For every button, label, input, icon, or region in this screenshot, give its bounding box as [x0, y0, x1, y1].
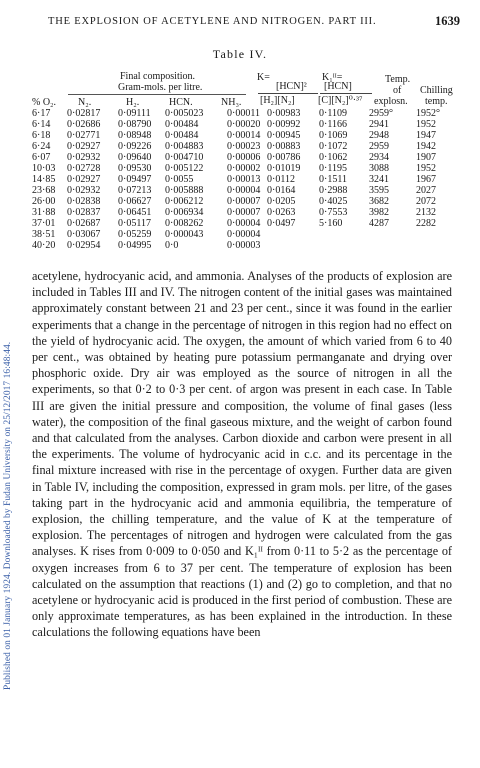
table-cell: 0·0164 [267, 185, 296, 196]
table-cell: 0·07213 [118, 185, 152, 196]
table-cell: 2072 [416, 196, 436, 207]
k1-label: K₁ᴵᴵ= [322, 72, 343, 83]
table-cell: 0·00786 [267, 152, 301, 163]
table-cell: 0·01019 [267, 163, 301, 174]
table-cell: 40·20 [32, 240, 56, 251]
running-title: THE EXPLOSION OF ACETYLENE AND NITROGEN. PART III. [48, 16, 377, 27]
table-cell: 0·00003 [227, 240, 261, 251]
table-cell: 0·1109 [319, 108, 347, 119]
page-number: 1639 [435, 14, 460, 28]
table-cell: 3088 [369, 163, 389, 174]
table-cell: 2132 [416, 207, 436, 218]
table-row [32, 218, 450, 229]
table-cell: 0·006212 [165, 196, 204, 207]
chilling-header-line1: Chilling [420, 85, 453, 96]
table-cell: 0·0497 [267, 218, 296, 229]
table-cell: 0·1511 [319, 174, 347, 185]
table-row [32, 152, 450, 163]
table-cell: 2282 [416, 218, 436, 229]
table-row [32, 174, 450, 185]
column-header-h2: H₂. [126, 97, 140, 108]
table-cell: 6·24 [32, 141, 51, 152]
table-cell: 2959 [369, 141, 389, 152]
table-cell: 0·2988 [319, 185, 348, 196]
table-cell: 0·005122 [165, 163, 204, 174]
table-cell: 0·00945 [267, 130, 301, 141]
k-numerator: [HCN]² [276, 81, 307, 92]
table-cell: 0·09640 [118, 152, 152, 163]
table-cell: 0·0205 [267, 196, 296, 207]
table-cell: 2934 [369, 152, 389, 163]
table-cell: 38·51 [32, 229, 56, 240]
table-cell: 1952° [416, 108, 440, 119]
table-cell: 1907 [416, 152, 436, 163]
table-cell: 1952 [416, 119, 436, 130]
table-cell: 3982 [369, 207, 389, 218]
table-cell: 0·02837 [67, 207, 101, 218]
table-cell: 0·004710 [165, 152, 204, 163]
table-cell: 6·18 [32, 130, 51, 141]
table-cell: 1967 [416, 174, 436, 185]
table-cell: 0·02927 [67, 174, 101, 185]
table-cell: 0·00484 [165, 119, 199, 130]
table-cell: 0·08790 [118, 119, 152, 130]
table-cell: 23·68 [32, 185, 56, 196]
table-cell: 0·0055 [165, 174, 194, 185]
table-cell: 0·4025 [319, 196, 348, 207]
download-watermark [3, 60, 15, 690]
table-row [32, 207, 450, 218]
k-denominator: [H₂][N₂] [260, 95, 295, 106]
table-cell: 0·00007 [227, 196, 261, 207]
table-cell: 0·03067 [67, 229, 101, 240]
table-cell: 14·85 [32, 174, 56, 185]
table-cell: 0·005888 [165, 185, 204, 196]
table-cell: 0·00004 [227, 185, 261, 196]
table-cell [319, 240, 369, 251]
table-cell: 0·00011 [227, 108, 260, 119]
table-cell: 0·00004 [227, 229, 261, 240]
k-fraction-bar [258, 93, 318, 94]
table-row [32, 119, 450, 130]
table-cell: 0·005023 [165, 108, 204, 119]
table-cell: 10·03 [32, 163, 56, 174]
table-cell: 0·02817 [67, 108, 101, 119]
table-cell: 5·160 [319, 218, 343, 229]
column-header-hcn: HCN. [169, 97, 193, 108]
temp-header-line2: of [393, 85, 402, 96]
column-header-nh3: NH₃. [221, 97, 242, 108]
table-cell: 0·09497 [118, 174, 152, 185]
table-cell: 0·02687 [67, 218, 101, 229]
table-row [32, 141, 450, 152]
table-cell: 0·00983 [267, 108, 301, 119]
table-cell: 0·1062 [319, 152, 348, 163]
running-header [48, 16, 460, 32]
table-cell: 3595 [369, 185, 389, 196]
table-cell [267, 229, 319, 240]
table-cell: 0·09530 [118, 163, 152, 174]
table-cell [267, 240, 319, 251]
table-cell: 0·0 [165, 240, 179, 251]
table-cell: 0·7553 [319, 207, 348, 218]
table-cell: 0·00006 [227, 152, 261, 163]
table-cell: 0·05117 [118, 218, 151, 229]
temp-header-line3: explosn. [374, 96, 408, 107]
table-cell: 2959° [369, 108, 393, 119]
k1-fraction-bar [320, 93, 372, 94]
table-cell [369, 240, 416, 251]
table-row [32, 130, 450, 141]
table-cell: 6·17 [32, 108, 51, 119]
composition-table [32, 108, 450, 251]
table-cell: 0·02954 [67, 240, 101, 251]
group-header-brace [68, 94, 246, 95]
table-cell: 0·0263 [267, 207, 296, 218]
table-row [32, 108, 450, 119]
table-cell: 6·14 [32, 119, 51, 130]
table-cell: 31·88 [32, 207, 56, 218]
column-header-o2: % O₂. [32, 97, 57, 108]
table-cell: 3682 [369, 196, 389, 207]
body-paragraph: acetylene, hydrocyanic acid, and ammonia. Analyses of the products of explosion are included in Tables III and IV. The nitrogen content of the initial gases was maintained approximately constant between 21 and 23 per cent., since it was found in the earlier experiments that a change in the percentage of nitrogen in this region had no effect on the yield of hydrocyanic acid. The oxygen, the amount of which varied from 6 to 40 per cent., was obtained by heating pure potassium permanganate and drying over phosphoric oxide. Dry air was employed as the source of nitrogen in all the experiments, so that 0·2 to 0·3 per cent. of argon was present in each case. In Table III are given the initial pressure and composition, the volume of final gases (less water), the composition of the final gaseous mixture, and the weight of carbon found and that calculated from the analyses. Carbon dioxide and carbon were present in all the experiments. The volume of hydrocyanic acid in c.c. and its percentage in the final mixture increased with rise in the percentage of oxygen. Further data are given in Table IV, including the composition, expressed in gram mols. per litre, of the gases taking part in the hydrocyanic acid and ammonia equilibria, the temperature of explosion, the chilling temperature, and the value of K at the temperature of explosion. The percentages of nitrogen and hydrogen were calculated from the gas analyses. K rises from 0·009 to 0·050 and K₁ᴵᴵ from 0·11 to 5·2 as the percentage of oxygen increases from 6 to 37 per cent. The temperature of explosion has been calculated on the assumption that reactions (1) and (2) go to completion, and that no acetylene or hydrocyanic acid is produced in the first period of combustion. These are only approximate temperatures, as has been explained in the introduction. In these calculations the following equations have been [32, 269, 452, 640]
table-cell: 1942 [416, 141, 436, 152]
k1-numerator: [HCN] [324, 81, 352, 92]
body-text [32, 268, 452, 641]
download-notice: Published on 01 January 1924. Downloaded by Fudan University on 25/12/2017 16:48:44. [3, 341, 13, 690]
column-header-n2: N₂. [78, 97, 92, 108]
table-cell: 0·1166 [319, 119, 347, 130]
table-cell: 26·00 [32, 196, 56, 207]
table-cell: 0·00883 [267, 141, 301, 152]
table-cell: 2948 [369, 130, 389, 141]
table-cell: 0·00002 [227, 163, 261, 174]
group-header-line2: Gram-mols. per litre. [118, 82, 203, 93]
table-cell: 0·02838 [67, 196, 101, 207]
table-cell: 0·04995 [118, 240, 152, 251]
table-cell: 3241 [369, 174, 389, 185]
table-cell: 0·00007 [227, 207, 261, 218]
k-label: K= [257, 72, 270, 83]
table-cell: 2941 [369, 119, 389, 130]
table-cell: 0·008262 [165, 218, 204, 229]
table-cell: 0·006934 [165, 207, 204, 218]
table-row [32, 163, 450, 174]
table-cell: 0·00484 [165, 130, 199, 141]
table-cell: 0·0112 [267, 174, 295, 185]
table-title: Table IV. [212, 47, 268, 61]
table-cell: 1947 [416, 130, 436, 141]
table-cell: 6·07 [32, 152, 51, 163]
table-cell: 0·02686 [67, 119, 101, 130]
table-cell: 0·02771 [67, 130, 101, 141]
table-row [32, 196, 450, 207]
table-row [32, 229, 450, 240]
table-cell: 0·00004 [227, 218, 261, 229]
table-cell: 0·02932 [67, 185, 101, 196]
table-cell: 0·00023 [227, 141, 261, 152]
k1-denominator: [C][N₂]⁰·³⁷ [318, 95, 363, 106]
table-cell: 0·00014 [227, 130, 261, 141]
table-cell: 2027 [416, 185, 436, 196]
table-cell: 0·02728 [67, 163, 101, 174]
table-row [32, 185, 450, 196]
table-cell: 0·1069 [319, 130, 348, 141]
table-cell: 0·08948 [118, 130, 152, 141]
table-cell: 0·05259 [118, 229, 152, 240]
table-cell [369, 229, 416, 240]
table-cell: 0·06451 [118, 207, 152, 218]
table-cell [319, 229, 369, 240]
table-cell: 0·00013 [227, 174, 261, 185]
table-cell: 37·01 [32, 218, 56, 229]
table-cell: 0·09111 [118, 108, 151, 119]
table-cell: 4287 [369, 218, 389, 229]
table-cell: 0·00992 [267, 119, 301, 130]
table-cell: 0·000043 [165, 229, 204, 240]
table-cell: 0·1195 [319, 163, 347, 174]
table-row [32, 240, 450, 251]
temp-header-line1: Temp. [385, 74, 411, 85]
table-cell: 0·004883 [165, 141, 204, 152]
group-header-line1: Final composition. [120, 71, 195, 82]
table-cell: 0·1072 [319, 141, 348, 152]
table-cell [416, 240, 450, 251]
table-cell: 0·09226 [118, 141, 152, 152]
table-cell: 0·02927 [67, 141, 101, 152]
chilling-header-line2: temp. [425, 96, 448, 107]
table-cell [416, 229, 450, 240]
table-cell: 0·02932 [67, 152, 101, 163]
table-cell: 1952 [416, 163, 436, 174]
table-cell: 0·00020 [227, 119, 261, 130]
table-cell: 0·06627 [118, 196, 152, 207]
